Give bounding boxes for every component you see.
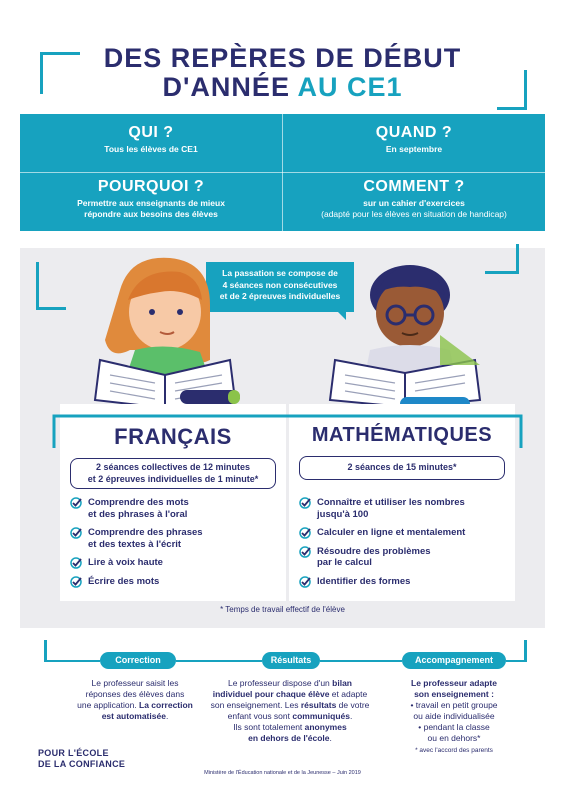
quand-title: QUAND ? [375,124,453,141]
decorative-corner-grey-right [485,244,519,274]
maths-card [289,404,515,601]
timeline-segment-1 [44,660,100,662]
resultats-badge: Résultats [262,652,320,669]
accompagnement-text: Le professeur adapte son enseignement : • travail en petit groupe ou aide individualisée • pendant la classe ou en dehors* * avec l'accord des parents [410,678,498,754]
qui-title: QUI ? [128,124,174,141]
pourquoi-cell [20,178,282,220]
check-icon [70,497,82,509]
timeline-segment-4 [506,660,526,662]
maths-duration-pill: 2 séances de 15 minutes* [299,456,505,480]
title-line-2a: D'ANNÉE [162,72,298,102]
correction-text: Le professeur saisit les réponses des élèves dans une application. La correction est automatisée. [77,678,193,721]
timeline-segment-3 [320,660,402,662]
title-line-2b: AU CE1 [297,72,403,102]
list-item: Identifier des formes [299,576,509,588]
francais-duration-pill: 2 séances collectives de 12 minutes et 2 épreuves individuelles de 1 minute* [70,458,276,489]
list-item: Comprendre des mots et des phrases à l'oral [70,497,280,520]
list-item: Connaître et utiliser les nombres jusqu'à 100 [299,497,509,520]
list-item: Calculer en ligne et mentalement [299,527,509,539]
comment-text-2: (adapté pour les élèves en situation de handicap) [321,209,507,219]
list-item: Comprendre des phrases et des textes à l'écrit [70,527,280,550]
accompagnement-note: * avec l'accord des parents [415,747,493,754]
check-icon [299,497,311,509]
quand-text: En septembre [385,144,443,154]
correction-badge: Correction [100,652,176,669]
qui-cell [20,124,282,155]
resultats-text: Le professeur dispose d'un bilan individuel pour chaque élève et adapte son enseignement. Les résultats de votre enfant vous sont communiqués. Ils sont totalement anonymes en dehors de l'école. [210,678,370,743]
comment-cell [283,178,545,220]
boy-writing-illustration [320,255,490,415]
qui-text: Tous les élèves de CE1 [104,144,198,154]
girl-reading-illustration [60,250,260,410]
check-icon [299,527,311,539]
comment-text-1: sur un cahier d'exercices [363,198,465,208]
title-line-1: DES REPÈRES DE DÉBUT [103,43,462,73]
francais-skills-list [70,497,280,594]
check-icon [70,576,82,588]
timeline-segment-2 [176,660,262,662]
pourquoi-text-2: répondre aux besoins des élèves [84,209,218,219]
check-icon [299,546,311,558]
maths-skills-list [299,497,509,594]
francais-title: FRANÇAIS [114,424,232,449]
time-footnote: * Temps de travail effectif de l'élève [220,605,345,614]
check-icon [70,557,82,569]
list-item: Écrire des mots [70,576,280,588]
check-icon [70,527,82,539]
speech-bubble: La passation se compose de 4 séances non consécutives et de 2 épreuves individuelles [206,262,354,312]
page-title [0,44,565,102]
info-grid [20,114,545,231]
timeline-left-edge [44,640,47,662]
grid-divider-horizontal [20,172,545,173]
francais-card [60,404,286,601]
comment-title: COMMENT ? [363,178,465,195]
maths-title: MATHÉMATIQUES [311,424,493,446]
pourquoi-text-1: Permettre aux enseignants de mieux [77,198,225,208]
quand-cell [283,124,545,155]
list-item: Résoudre des problèmes par le calcul [299,546,509,569]
check-icon [299,576,311,588]
accompagnement-badge: Accompagnement [402,652,506,669]
ministry-credit: Ministère de l'Éducation nationale et de la Jeunesse – Juin 2019 [204,770,361,776]
list-item: Lire à voix haute [70,557,280,569]
timeline-right-edge [524,640,527,662]
pourquoi-title: POURQUOI ? [97,178,205,195]
ecole-confiance-logo: POUR L'ÉCOLE DE LA CONFIANCE [38,748,126,769]
